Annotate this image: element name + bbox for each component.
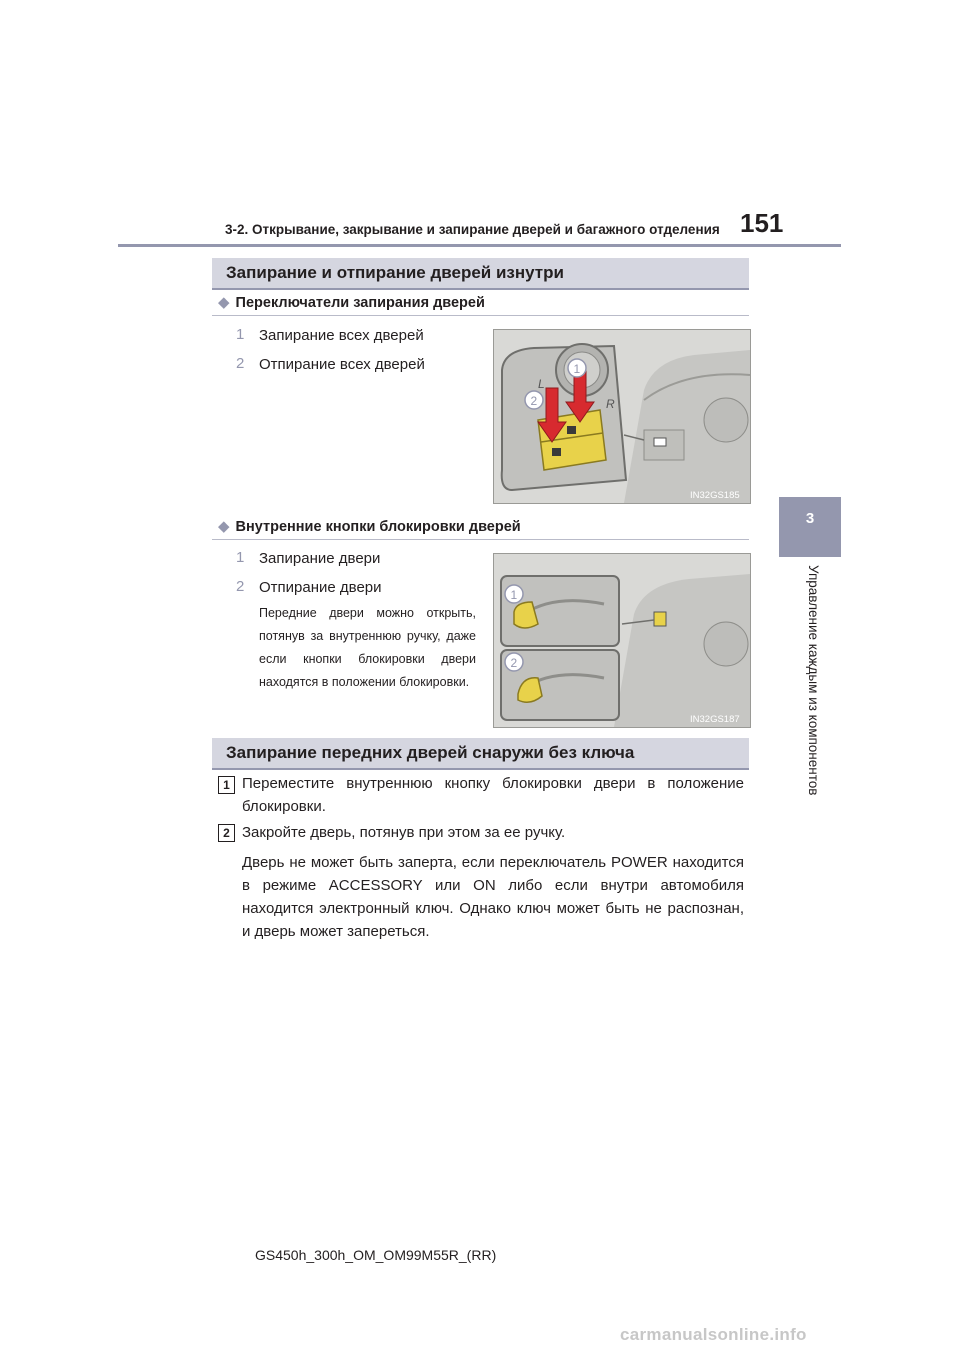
item-text: Отпирание двери: [259, 579, 382, 596]
section-heading-inside: [212, 258, 749, 290]
subheading-inside-lock-buttons: [218, 517, 521, 535]
header-rule: [118, 244, 841, 247]
note-paragraph: Передние двери можно открыть, потянув за внутреннюю ручку, даже если кнопки блокировки двери находятся в положении блокировки.: [259, 606, 476, 689]
item-number: 1: [236, 549, 245, 566]
illustration-code: IN32GS187: [690, 714, 740, 725]
item-number: 2: [236, 578, 245, 595]
inside-lock-button-drawing: [494, 554, 750, 727]
section-heading-text: Запирание и отпирание дверей изнутри: [226, 263, 564, 282]
item-number: 1: [236, 326, 245, 343]
page-number: 151: [740, 208, 784, 238]
callout-number: 1: [510, 588, 518, 602]
step-number: 2: [218, 824, 235, 842]
illustration-code: IN32GS185: [690, 490, 740, 501]
section-heading-outside: [212, 738, 749, 770]
subheading-rule: [212, 539, 749, 540]
svg-text:R: R: [606, 397, 615, 411]
step-text: Переместите внутреннюю кнопку блокировки двери в положение блокировки.: [242, 775, 744, 815]
chapter-tab-label: Управление каждым из компонентов: [806, 565, 821, 796]
watermark: carmanualsonline.info: [620, 1325, 807, 1344]
subheading-lock-switches: [218, 293, 485, 311]
item-number: 2: [236, 355, 245, 372]
diamond-bullet-icon: ◆: [218, 294, 230, 311]
door-lock-switch-drawing: [494, 330, 750, 503]
door-lock-switch-illustration: [493, 329, 751, 504]
chapter-tab-number: 3: [805, 510, 815, 527]
subheading-text: Внутренние кнопки блокировки дверей: [235, 519, 521, 535]
diamond-bullet-icon: ◆: [218, 518, 230, 535]
callout-number: 2: [510, 656, 518, 670]
model-code: GS450h_300h_OM_OM99M55R_(RR): [255, 1247, 497, 1263]
chapter-title: 3-2. Открывание, закрывание и запирание дверей и багажного отделения: [225, 222, 720, 237]
svg-text:L: L: [538, 377, 545, 391]
inside-lock-button-illustration: [493, 553, 751, 728]
step-text: Закройте дверь, потянув при этом за ее ручку.: [242, 824, 566, 841]
step-number: 1: [218, 776, 235, 794]
body-paragraph: Дверь не может быть заперта, если переключатель POWER находится в режиме ACCESSORY или ON либо если внутри автомобиля находится электронный ключ. Однако ключ может быть не распознан, и дверь может запереться.: [242, 854, 744, 940]
callout-number: 2: [530, 394, 538, 408]
section-heading-text: Запирание передних дверей снаружи без ключа: [226, 743, 635, 762]
item-text: Отпирание всех дверей: [259, 356, 425, 373]
subheading-rule: [212, 315, 749, 316]
subheading-text: Переключатели запирания дверей: [235, 295, 485, 311]
item-text: Запирание всех дверей: [259, 327, 424, 344]
item-text: Запирание двери: [259, 550, 381, 567]
callout-number: 1: [573, 362, 581, 376]
